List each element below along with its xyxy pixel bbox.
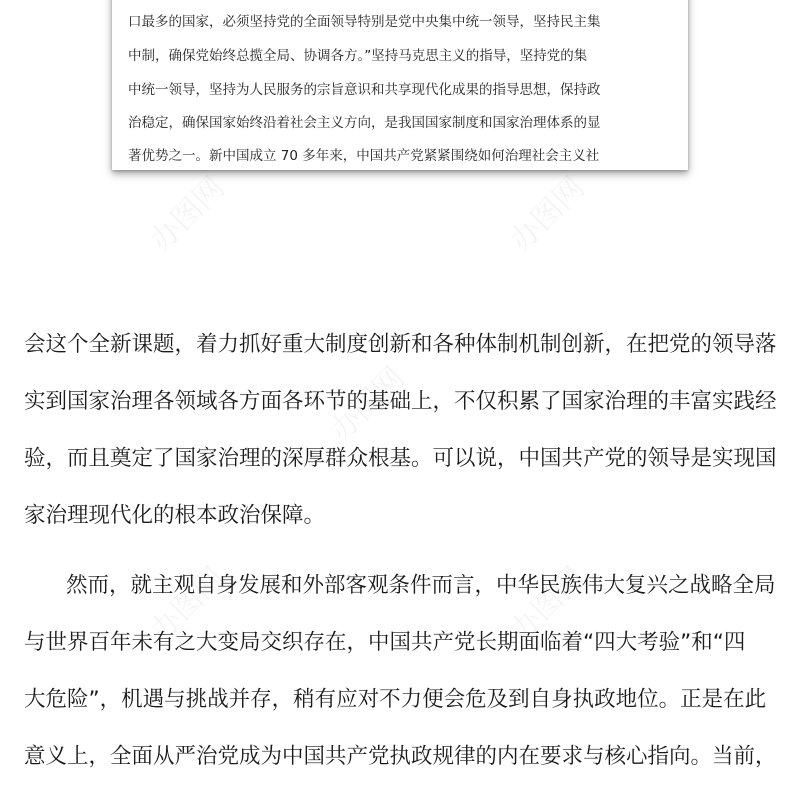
paragraph-line: 然而，就主观自身发展和外部客观条件而言，中华民族伟大复兴之战略全局	[66, 573, 776, 598]
paragraph-line: 验，而且奠定了国家治理的深厚群众根基。可以说，中国共产党的领导是实现国	[24, 446, 777, 471]
quoted-excerpt-card	[112, 0, 688, 170]
card-text-line: 中统一领导，坚持为人民服务的宗旨意识和共享现代化成果的指导思想，保持政	[128, 82, 601, 98]
paragraph-line: 会这个全新课题，着力抓好重大制度创新和各种体制机制创新，在把党的领导落	[24, 332, 777, 357]
paragraph-line: 家治理现代化的根本政治保障。	[24, 503, 326, 528]
paragraph-line: 实到国家治理各领域各方面各环节的基础上，不仅积累了国家治理的丰富实践经	[24, 389, 777, 414]
paragraph-line: 与世界百年未有之大变局交织存在，中国共产党长期面临着“四大考验”和“四	[24, 630, 746, 655]
watermark-text	[498, 165, 593, 260]
card-text-line: 中制，确保党始终总揽全局、协调各方。”坚持马克思主义的指导，坚持党的集	[128, 48, 588, 64]
paragraph-line: 意义上，全面从严治党成为中国共产党执政规律的内在要求与核心指向。当前，	[24, 744, 777, 769]
watermark-text	[138, 165, 233, 260]
card-text-line: 著优势之一。新中国成立 70 多年来，中国共产党紧紧围绕如何治理社会主义社	[128, 148, 600, 164]
card-text-line: 治稳定，确保国家始终沿着社会主义方向，是我国国家制度和国家治理体系的显	[128, 115, 601, 131]
card-text-line: 口最多的国家，必须坚持党的全面领导特别是党中央集中统一领导，坚持民主集	[128, 14, 601, 30]
paragraph-line: 大危险”，机遇与挑战并存，稍有应对不力便会危及到自身执政地位。正是在此	[24, 687, 767, 712]
